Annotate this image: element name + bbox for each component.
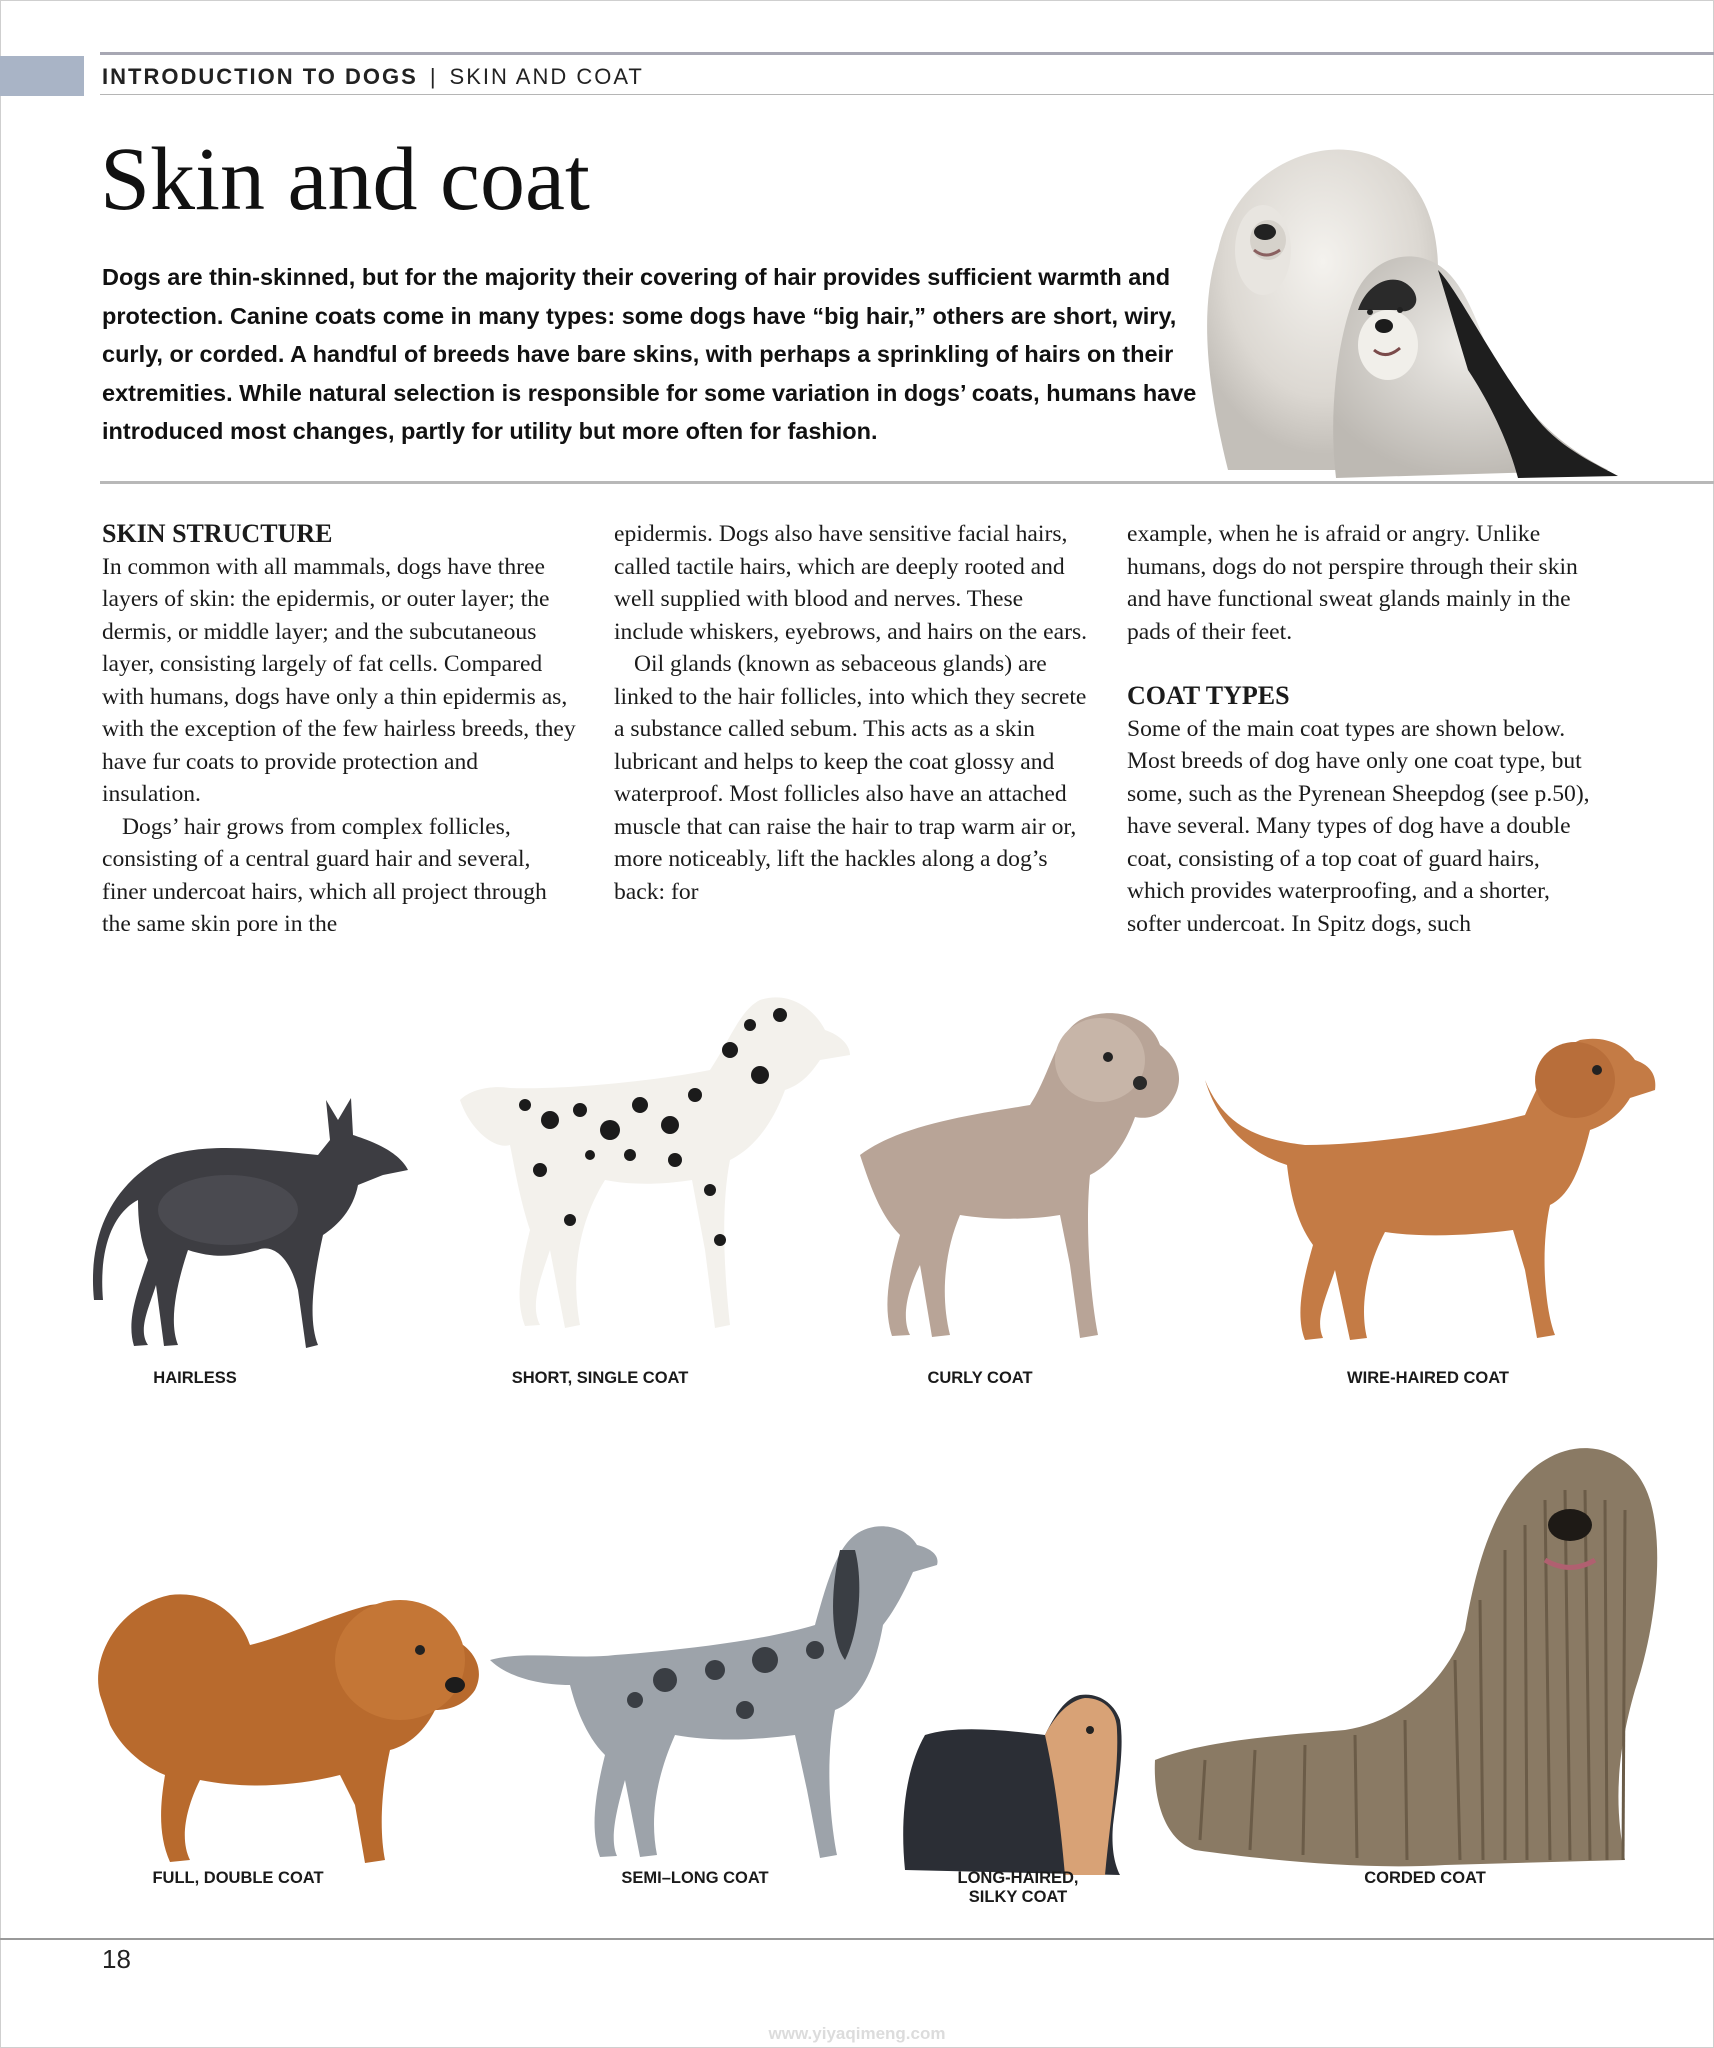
watermark: www.yiyaqimeng.com [768,2024,946,2043]
chow-dog-photo [80,1565,490,1875]
corded-dog-photo [1145,1430,1665,1890]
sheepdogs-photo [1188,140,1624,480]
header-separator: | [429,64,438,89]
header-subsection: SKIN AND COAT [449,64,644,89]
body-paragraph-1: In common with all mammals, dogs have three layers of skin: the epidermis, or outer layer; the dermis, or middle layer; and the subcutaneous layer, consisting largely of fat cells. Compared with humans, dogs have only a thin epidermis as, with the exception of the few hairless breeds, they have fur coats to provide protection and insulation. [102,553,576,807]
header-section: INTRODUCTION TO DOGS [102,64,418,89]
wire-haired-dog-photo [1195,1020,1665,1360]
skin-structure-heading: SKIN STRUCTURE [102,519,333,548]
page-title: Skin and coat [100,130,590,229]
dalmatian-dog-photo [430,980,860,1360]
body-paragraph-2-cont: epidermis. Dogs also have sensitive facial hairs, called tactile hairs, which are deeply rooted and well supplied with blood and nerves. These include whiskers, eyebrows, and hairs on the ears. [614,521,1088,645]
body-paragraph-2: Dogs’ hair grows from complex follicles, consisting of a central guard hair and several, finer undercoat hairs, which all project through the same skin pore in the [102,813,547,937]
yorkie-dog-photo [895,1690,1135,1880]
curly-coat-dog-photo [840,1005,1195,1355]
body-paragraph-4: Some of the main coat types are shown below. Most breeds of dog have only one coat type, but some, such as the Pyrenean Sheepdog (see p.50), have several. Many types of dog have a double coat, consisting of a top coat of guard hairs, which provides waterproofing, and a shorter, softer undercoat. In Spitz dogs, such [1127,715,1590,937]
caption-hairless: HAIRLESS [153,1369,237,1387]
hairless-dog-photo [68,1040,418,1360]
page-number: 18 [102,1944,131,1974]
intro-paragraph: Dogs are thin-skinned, but for the majority their covering of hair provides sufficient warmth and protection. Canine coats come in many types: some dogs have “big hair,” others are short, wiry, curly, or corded. A handful of breeds have bare skins, with perhaps a sprinkling of hairs on their extremities. While natural selection is responsible for some variation in dogs’ coats, humans have introduced most changes, partly for utility but more often for fashion. [102,264,1197,444]
caption-full-double-coat: FULL, DOUBLE COAT [152,1869,324,1887]
caption-short-single-coat: SHORT, SINGLE COAT [511,1369,689,1387]
intro-divider [100,481,1714,484]
coat-types-heading: COAT TYPES [1127,681,1290,710]
body-column-1 [102,518,577,941]
footer-rule [0,1938,1714,1940]
caption-wire-haired-coat: WIRE-HAIRED COAT [1347,1369,1509,1387]
body-column-3 [1127,518,1602,940]
caption-corded-coat: CORDED COAT [1364,1869,1486,1887]
body-column-2 [614,518,1089,908]
header-rule-top [100,52,1714,55]
body-paragraph-3-cont: example, when he is afraid or angry. Unlike humans, dogs do not perspire through their skin and have functional sweat glands mainly in the pads of their feet. [1127,521,1578,645]
header-rule-bottom [100,94,1714,95]
body-paragraph-3: Oil glands (known as sebaceous glands) are linked to the hair follicles, into which they secrete a substance called sebum. This acts as a skin lubricant and helps to keep the coat glossy and waterproof. Most follicles also have an attached muscle that can raise the hair to trap warm air or, more noticeably, lift the hackles along a dog’s back: for [614,651,1087,905]
caption-long-haired-silky-coat: LONG-HAIRED, SILKY COAT [957,1869,1079,1906]
caption-curly-coat: CURLY COAT [927,1369,1033,1387]
running-header [102,64,644,90]
setter-dog-photo [485,1510,945,1880]
caption-semi-long-coat: SEMI–LONG COAT [621,1869,769,1887]
corner-tab [0,56,84,96]
